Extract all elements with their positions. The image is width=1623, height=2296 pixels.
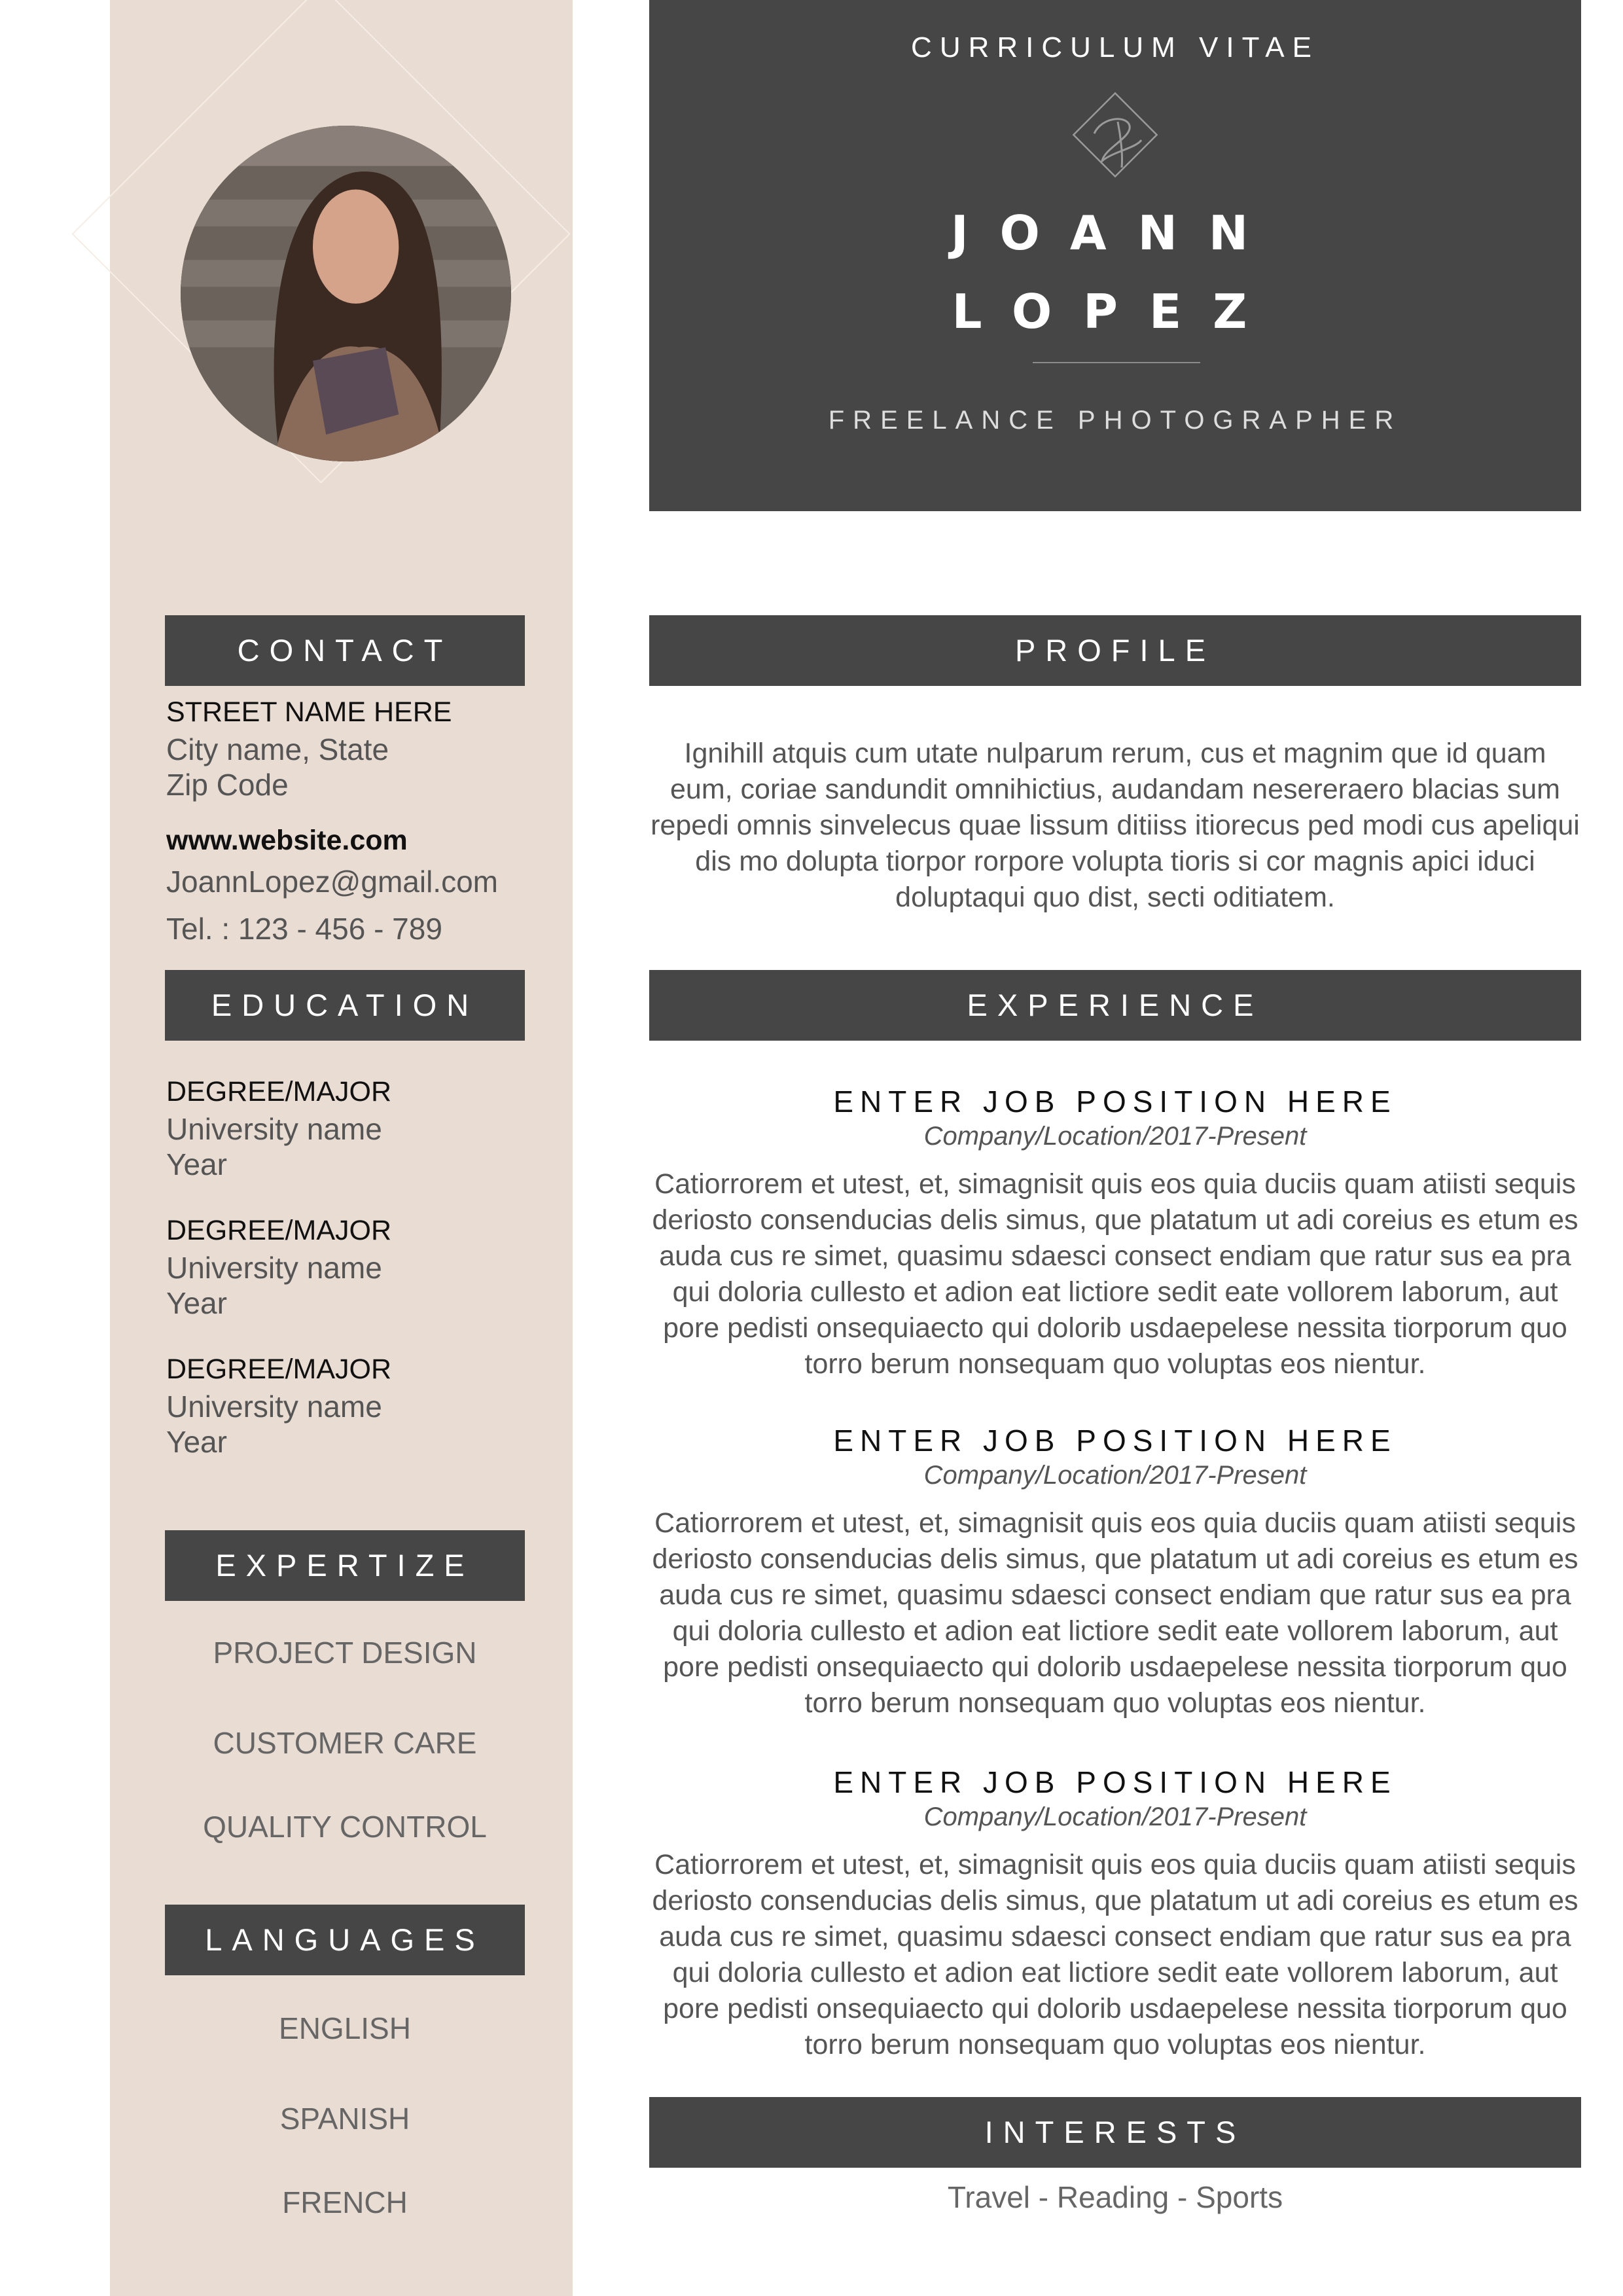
header-block <box>649 0 1581 511</box>
profile-title: PROFILE <box>1014 633 1216 668</box>
monogram-logo <box>1050 69 1181 200</box>
contact-city: City name, State <box>166 732 389 766</box>
contact-website[interactable]: www.website.com <box>166 825 408 856</box>
contact-title-bar <box>165 615 525 686</box>
contact-zip: Zip Code <box>166 768 289 802</box>
job-position: ENTER JOB POSITION HERE <box>833 1765 1397 1799</box>
profile-text: Ignihill atquis cum utate nulparum rerum, cus et magnim que id quam eum, coriae sandundit omnihictius, audandam nesereraero blacias sum repedi omnis sinvelecus quae lissum ditiiss itiorecus ped modi cus apeliqui dis mo dolupta tiorpor rorpore volupta tioris si cor magnis apici iduci doluptaqui quo dist, secti oditiatem. <box>651 738 1580 913</box>
header-divider <box>1033 362 1200 363</box>
education-degree: DEGREE/MAJOR <box>166 1354 392 1385</box>
contact-street: STREET NAME HERE <box>166 696 452 728</box>
education-title: EDUCATION <box>211 988 479 1022</box>
profile-photo <box>181 126 511 461</box>
job-company: Company/Location/2017-Present <box>923 1461 1307 1490</box>
expertize-title: EXPERTIZE <box>215 1548 474 1583</box>
job-subtitle: FREELANCE PHOTOGRAPHER <box>828 406 1402 435</box>
job-position: ENTER JOB POSITION HERE <box>833 1424 1397 1458</box>
profile-title-bar <box>649 615 1581 686</box>
education-university: University name <box>166 1390 382 1424</box>
interests-title: INTERESTS <box>984 2115 1246 2149</box>
job-description: Catiorrorem et utest, et, simagnisit quis eos quia duciis quam atiisti sequis deriosto consenducias delis simus, que platatum ut adi coreius es etum es auda cus re simet, quasimu sdaesci consect endiam que ratur sus ea pra qui doloria cullesto et adion eat lictiore sedit eate vollorem laborum, aut pore pedisti onsequiaecto qui dolorib usdaepelese nessita tiorporum quo torro berum nonsequam quo voluptas eos nientur. <box>652 1507 1578 1719</box>
cv-label: CURRICULUM VITAE <box>911 31 1319 63</box>
language-item: FRENCH <box>282 2185 408 2219</box>
contact-email[interactable]: JoannLopez@gmail.com <box>166 865 498 899</box>
language-item: SPANISH <box>279 2102 410 2136</box>
contact-phone: Tel. : 123 - 456 - 789 <box>166 912 442 946</box>
education-university: University name <box>166 1112 382 1146</box>
interests-text: Travel - Reading - Sports <box>947 2180 1283 2214</box>
expertize-item: CUSTOMER CARE <box>213 1726 477 1760</box>
expertize-item: QUALITY CONTROL <box>203 1810 487 1844</box>
expertize-item: PROJECT DESIGN <box>213 1636 477 1670</box>
job-position: ENTER JOB POSITION HERE <box>833 1085 1397 1119</box>
education-title-bar <box>165 970 525 1041</box>
expertize-title-bar <box>165 1530 525 1601</box>
last-name: LOPEZ <box>952 284 1279 339</box>
education-year: Year <box>166 1147 227 1181</box>
education-year: Year <box>166 1425 227 1459</box>
languages-title-bar <box>165 1905 525 1975</box>
interests-title-bar <box>649 2097 1581 2168</box>
language-item: ENGLISH <box>279 2011 411 2045</box>
languages-title: LANGUAGES <box>205 1922 485 1957</box>
job-description: Catiorrorem et utest, et, simagnisit quis eos quia duciis quam atiisti sequis deriosto consenducias delis simus, que platatum ut adi coreius es etum es auda cus re simet, quasimu sdaesci consect endiam que ratur sus ea pra qui doloria cullesto et adion eat lictiore sedit eate vollorem laborum, aut pore pedisti onsequiaecto qui dolorib usdaepelese nessita tiorporum quo torro berum nonsequam quo voluptas eos nientur. <box>652 1849 1578 2060</box>
education-degree: DEGREE/MAJOR <box>166 1215 392 1246</box>
first-name: JOANN <box>950 206 1280 260</box>
job-company: Company/Location/2017-Present <box>923 1122 1307 1151</box>
experience-title-bar <box>649 970 1581 1041</box>
education-university: University name <box>166 1251 382 1285</box>
job-company: Company/Location/2017-Present <box>923 1803 1307 1831</box>
job-description: Catiorrorem et utest, et, simagnisit quis eos quia duciis quam atiisti sequis deriosto consenducias delis simus, que platatum ut adi coreius es etum es auda cus re simet, quasimu sdaesci consect endiam que ratur sus ea pra qui doloria cullesto et adion eat lictiore sedit eate vollorem laborum, aut pore pedisti onsequiaecto qui dolorib usdaepelese nessita tiorporum quo torro berum nonsequam quo voluptas eos nientur. <box>652 1168 1578 1380</box>
education-degree: DEGREE/MAJOR <box>166 1076 392 1107</box>
experience-title: EXPERIENCE <box>967 988 1264 1022</box>
education-year: Year <box>166 1286 227 1320</box>
contact-title: CONTACT <box>237 633 453 668</box>
